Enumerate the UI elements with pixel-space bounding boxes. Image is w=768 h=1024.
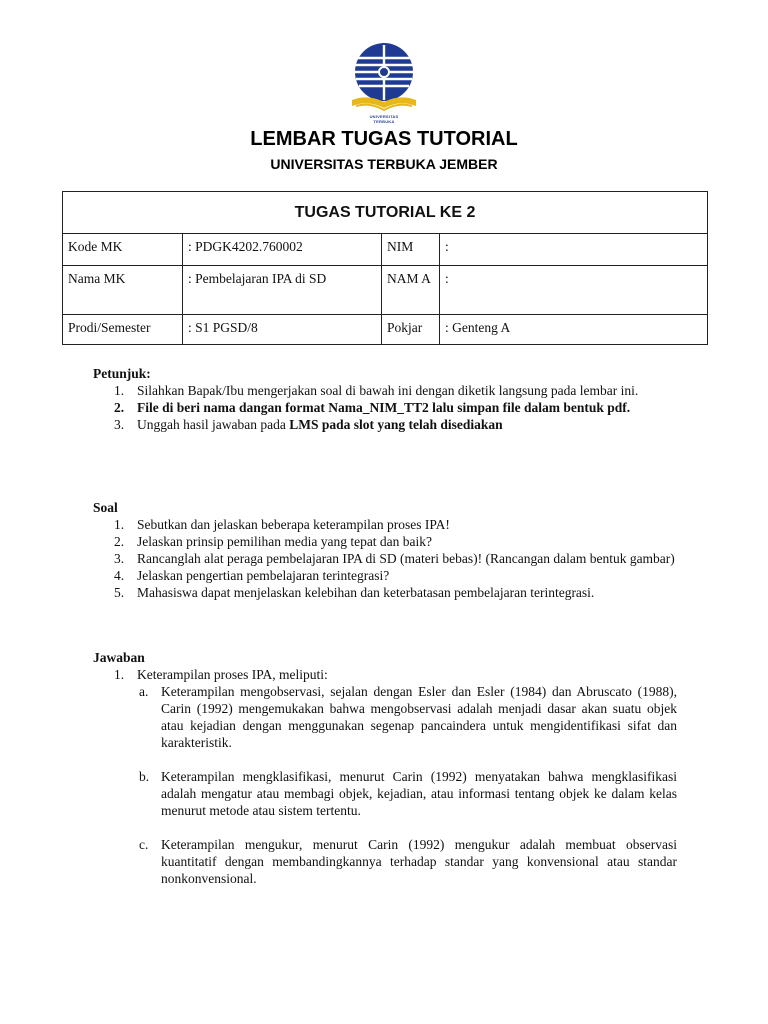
item-number: 4. bbox=[114, 568, 125, 583]
item-text: Keterampilan proses IPA, meliputi: bbox=[137, 667, 328, 682]
item-text: Unggah hasil jawaban pada bbox=[137, 417, 290, 432]
list-item bbox=[93, 382, 677, 399]
page-subtitle: UNIVERSITAS TERBUKA JEMBER bbox=[270, 156, 498, 172]
item-number: 1. bbox=[114, 667, 125, 682]
section-title: Jawaban bbox=[93, 650, 145, 665]
item-text: Mahasiswa dapat menjelaskan kelebihan dan keterbatasan pembelajaran terintegrasi. bbox=[137, 585, 595, 600]
list-item bbox=[93, 399, 677, 416]
field-label: Nama MK bbox=[63, 266, 183, 315]
field-label: Prodi/Semester bbox=[63, 315, 183, 345]
item-number: 1. bbox=[114, 517, 125, 532]
item-number: 3. bbox=[114, 551, 125, 566]
logo-caption: UNIVERSITAS TERBUKA bbox=[369, 114, 399, 124]
answers-section bbox=[93, 649, 677, 904]
field-value: : PDGK4202.760002 bbox=[183, 234, 382, 266]
table-heading: TUGAS TUTORIAL KE 2 bbox=[63, 192, 708, 234]
list-item bbox=[93, 416, 677, 433]
list-item bbox=[93, 666, 677, 683]
sub-list-item bbox=[93, 768, 677, 819]
item-letter: b. bbox=[139, 769, 150, 784]
field-value: : Pembelajaran IPA di SD bbox=[183, 266, 382, 315]
field-label: Kode MK bbox=[63, 234, 183, 266]
list-item bbox=[93, 550, 677, 567]
section-title: Soal bbox=[93, 500, 118, 515]
list-item bbox=[93, 584, 677, 601]
info-table bbox=[62, 191, 708, 345]
item-number: 1. bbox=[114, 383, 125, 398]
item-text: Keterampilan mengobservasi, sejalan dengan Esler dan Esler (1984) dan Abruscato (1988), Carin (1992) mengemukakan bahwa mengobservasi adalah menjadi dasar akan suatu objek atau kejadian dengan menggunakan segenap pancaindera untuk mengidentifikasi sifat dan karakteristik. bbox=[161, 684, 677, 750]
table-heading-row bbox=[63, 192, 708, 234]
page-title: LEMBAR TUGAS TUTORIAL bbox=[250, 128, 518, 150]
field-value: : S1 PGSD/8 bbox=[183, 315, 382, 345]
list-item bbox=[93, 567, 677, 584]
field-value: : Genteng A bbox=[440, 315, 708, 345]
field-label: NAM A bbox=[382, 266, 440, 315]
sub-list-item bbox=[93, 836, 677, 887]
item-letter: c. bbox=[139, 837, 149, 852]
list-item bbox=[93, 533, 677, 550]
sub-list-item bbox=[93, 683, 677, 751]
item-text-bold: LMS pada slot yang telah disediakan bbox=[289, 417, 503, 432]
universitas-terbuka-logo bbox=[348, 42, 420, 122]
item-number: 3. bbox=[114, 417, 125, 432]
item-text: Keterampilan mengklasifikasi, menurut Carin (1992) menyatakan bahwa mengklasifikasi adalah mengatur atau membagi objek, kejadian, atau informasi tentang objek ke dalam kelas menurut metode atau sistem tertentu. bbox=[161, 769, 677, 818]
table-row bbox=[63, 315, 708, 345]
instructions-section bbox=[93, 365, 677, 433]
list-item bbox=[93, 516, 677, 533]
item-text: Silahkan Bapak/Ibu mengerjakan soal di bawah ini dengan diketik langsung pada lembar ini. bbox=[137, 383, 639, 398]
field-value: : bbox=[440, 234, 708, 266]
questions-section bbox=[93, 499, 677, 601]
section-title: Petunjuk: bbox=[93, 366, 151, 381]
item-text: Keterampilan mengukur, menurut Carin (1992) mengukur adalah membuat observasi kuantitatif dengan membandingkannya terhadap standar yang konvensional atau standar nonkonvensional. bbox=[161, 837, 677, 886]
table-row bbox=[63, 266, 708, 315]
item-text: Sebutkan dan jelaskan beberapa keterampilan proses IPA! bbox=[137, 517, 450, 532]
item-text: Jelaskan pengertian pembelajaran terintegrasi? bbox=[137, 568, 390, 583]
item-letter: a. bbox=[139, 684, 149, 699]
item-text: Jelaskan prinsip pemilihan media yang tepat dan baik? bbox=[137, 534, 433, 549]
item-number: 2. bbox=[114, 400, 125, 415]
item-text: Rancanglah alat peraga pembelajaran IPA di SD (materi bebas)! (Rancangan dalam bentuk gambar) bbox=[137, 551, 675, 566]
item-text: File di beri nama dangan format Nama_NIM_TT2 lalu simpan file dalam bentuk pdf. bbox=[137, 400, 631, 415]
field-label: NIM bbox=[382, 234, 440, 266]
field-value: : bbox=[440, 266, 708, 315]
item-number: 2. bbox=[114, 534, 125, 549]
item-number: 5. bbox=[114, 585, 125, 600]
field-label: Pokjar bbox=[382, 315, 440, 345]
table-row bbox=[63, 234, 708, 266]
